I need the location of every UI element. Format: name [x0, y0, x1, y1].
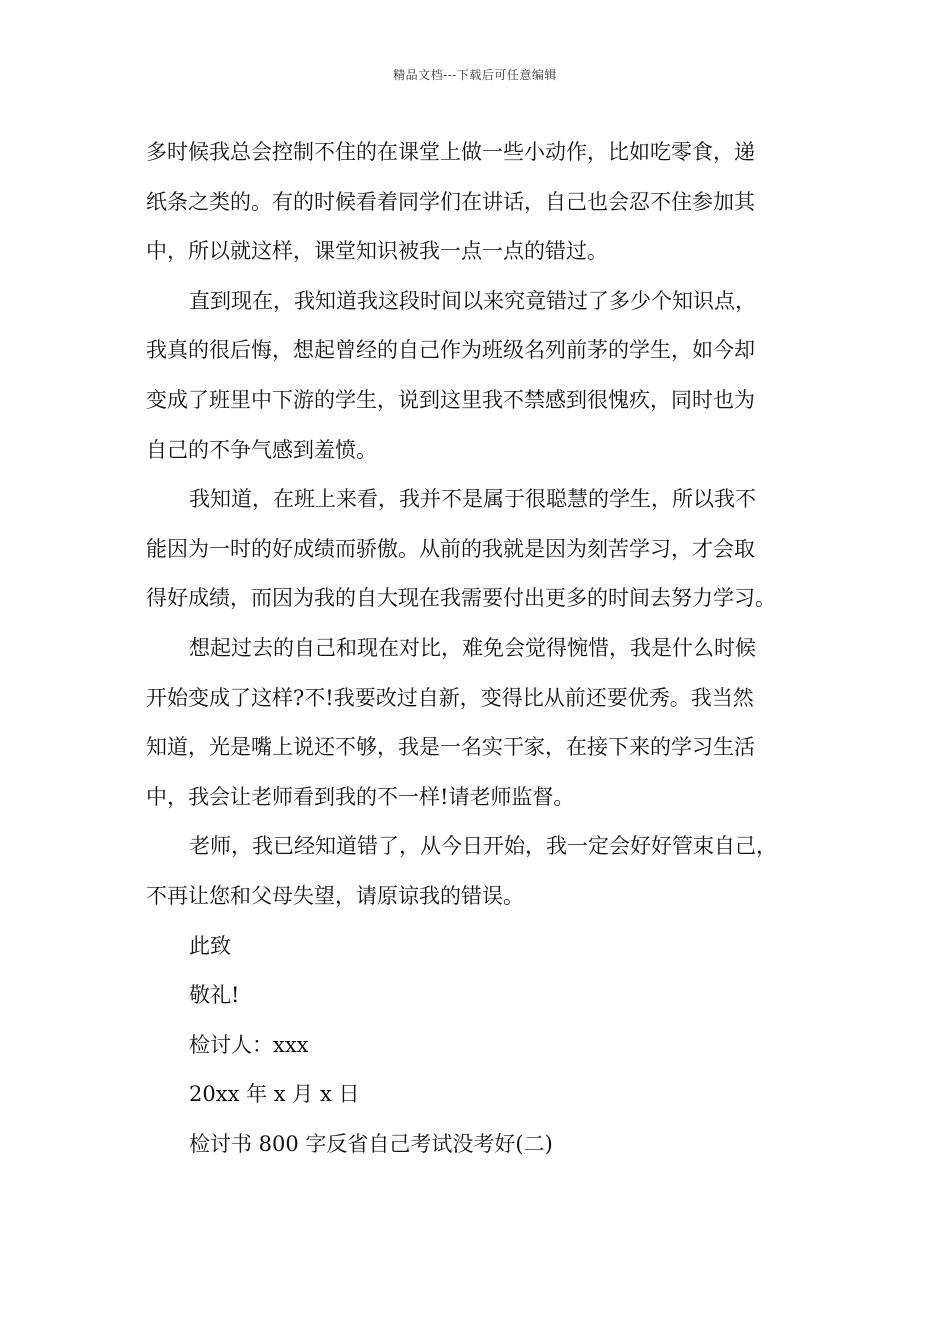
text-line: 变成了班里中下游的学生，说到这里我不禁感到很愧疚，同时也为 [146, 387, 755, 412]
text-line: 多时候我总会控制不住的在课堂上做一些小动作，比如吃零食，递 [146, 140, 755, 164]
text-line: 自己的不争气感到羞愤。 [146, 437, 377, 462]
text-line: 中，所以就这样，课堂知识被我一点一点的错过。 [146, 239, 608, 264]
next-section-title: 检讨书 800 字反省自己考试没考好(二) [189, 1131, 553, 1156]
text-line: 开始变成了这样?不!我要改过自新，变得比从前还要优秀。我当然 [146, 685, 754, 710]
text-line: 知道，光是嘴上说还不够，我是一名实干家，在接下来的学习生活 [146, 735, 755, 760]
text-line: 纸条之类的。有的时候看着同学们在讲话，自己也会忍不住参加其 [146, 189, 755, 214]
signature-line: 检讨人：xxx [189, 1032, 309, 1057]
text-line: 不再让您和父母失望，请原谅我的错误。 [146, 883, 524, 908]
text-line: 想起过去的自己和现在对比，难免会觉得惋惜，我是什么时候 [189, 635, 756, 660]
closing-regards: 敬礼! [189, 983, 240, 1008]
closing-salutation: 此致 [189, 933, 231, 958]
text-line: 直到现在，我知道我这段时间以来究竟错过了多少个知识点， [189, 288, 756, 313]
text-line: 我知道，在班上来看，我并不是属于很聪慧的学生，所以我不 [189, 487, 756, 512]
text-line: 老师，我已经知道错了，从今日开始，我一定会好好管束自己， [189, 834, 777, 859]
date-line: 20xx 年 x 月 x 日 [189, 1082, 360, 1107]
text-line: 中，我会让老师看到我的不一样!请老师监督。 [146, 784, 575, 809]
text-line: 我真的很后悔，想起曾经的自己作为班级名列前茅的学生，如今却 [146, 338, 755, 363]
text-line: 能因为一时的好成绩而骄傲。从前的我就是因为刻苦学习，才会取 [146, 536, 755, 561]
page-header: 精品文档---下载后可任意编辑 [393, 68, 557, 82]
text-line: 得好成绩，而因为我的自大现在我需要付出更多的时间去努力学习。 [146, 586, 776, 611]
document-body [146, 128, 806, 1169]
